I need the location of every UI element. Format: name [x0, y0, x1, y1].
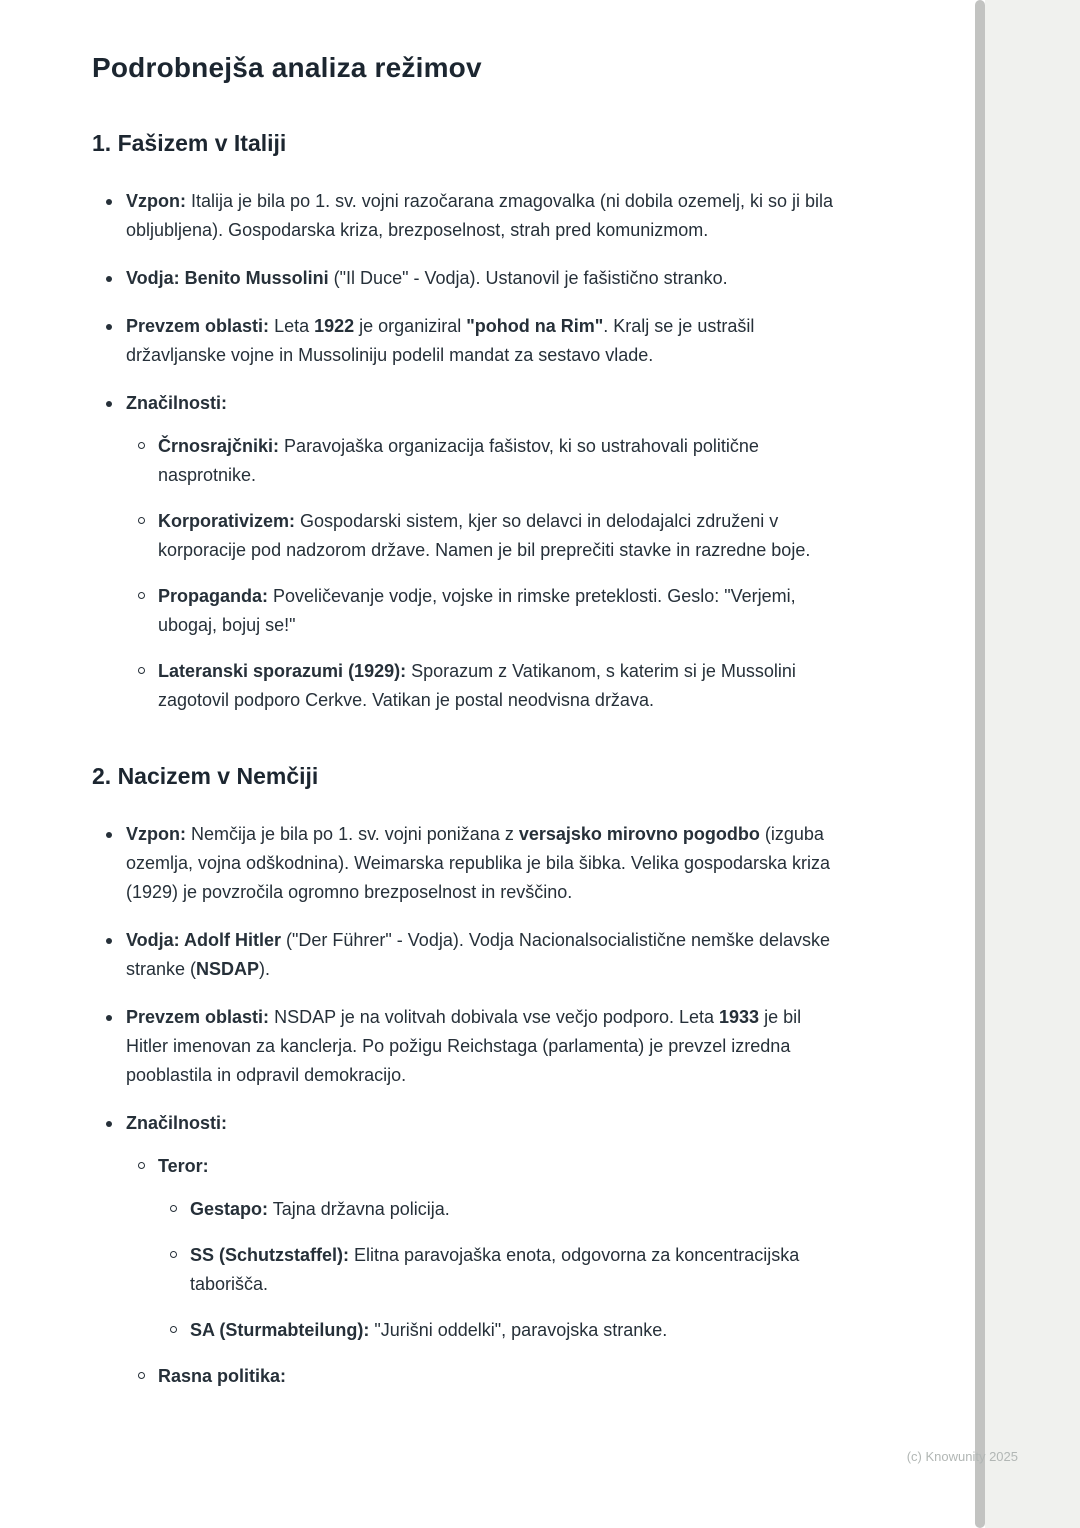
bullet-marker-column: [106, 264, 126, 282]
list-item-text: Teror:: [158, 1156, 209, 1176]
bullet-disc-icon: [106, 324, 112, 330]
list-item-text: Vodja: Adolf Hitler ("Der Führer" - Vodja). Vodja Nacionalsocialistične nemške delavske stranke (NSDAP).: [126, 930, 831, 979]
bullet-marker-column: [106, 389, 126, 407]
bullet-marker-column: [138, 1152, 158, 1169]
bullet-list: [92, 820, 836, 1391]
list-item-text: Vodja: Benito Mussolini ("Il Duce" - Vodja). Ustanovil je fašistično stranko.: [126, 268, 728, 288]
list-item: [138, 432, 836, 490]
bullet-marker-column: [138, 507, 158, 524]
list-item: [106, 312, 836, 370]
list-item: [138, 1152, 836, 1345]
bullet-marker-column: [106, 1109, 126, 1127]
sections-container: [92, 130, 836, 1391]
list-item-text: Značilnosti:: [126, 393, 228, 413]
section-heading: 1. Fašizem v Italiji: [92, 130, 287, 156]
list-item: [106, 1003, 836, 1090]
list-item-body: [126, 312, 836, 370]
list-item-body: [126, 820, 836, 907]
list-item: [106, 820, 836, 907]
list-item-text: Gestapo: Tajna državna policija.: [190, 1199, 450, 1219]
section-heading: 2. Nacizem v Nemčiji: [92, 763, 319, 789]
bullet-list: [92, 187, 836, 715]
bullet-circle-icon: [138, 442, 145, 449]
bullet-disc-icon: [106, 276, 112, 282]
bullet-circle-icon: [138, 592, 145, 599]
list-item-text: Lateranski sporazumi (1929): Sporazum z Vatikanom, s katerim si je Mussolini zagotovil podporo Cerkve. Vatikan je postal neodvisna država.: [158, 661, 796, 710]
list-item-body: [158, 507, 836, 565]
list-item-text: Prevzem oblasti: Leta 1922 je organiziral "pohod na Rim". Kralj se je ustrašil državljanske vojne in Mussoliniju podelil mandat za sestavo vlade.: [126, 316, 755, 365]
bullet-list: [158, 1195, 836, 1345]
bullet-circle-icon: [138, 1372, 145, 1379]
bullet-disc-icon: [106, 199, 112, 205]
list-item-body: [158, 1362, 836, 1391]
list-item: [138, 1362, 836, 1391]
bullet-disc-icon: [106, 938, 112, 944]
list-item-body: [190, 1241, 836, 1299]
page-title: Podrobnejša analiza režimov: [92, 52, 482, 83]
bullet-marker-column: [138, 657, 158, 674]
list-item: [138, 582, 836, 640]
bullet-list: [126, 432, 836, 715]
list-item: [138, 657, 836, 715]
bullet-marker-column: [106, 1003, 126, 1021]
list-item-text: Propaganda: Poveličevanje vodje, vojske in rimske preteklosti. Geslo: "Verjemi, ubogaj, bojuj se!": [158, 586, 796, 635]
list-item-body: [126, 1003, 836, 1090]
list-item: [106, 264, 836, 293]
list-item: [106, 187, 836, 245]
list-item: [106, 1109, 836, 1391]
list-item-body: [158, 582, 836, 640]
bullet-marker-column: [106, 926, 126, 944]
list-item-text: Vzpon: Nemčija je bila po 1. sv. vojni ponižana z versajsko mirovno pogodbo (izguba ozemlja, vojna odškodnina). Weimarska republika je bila šibka. Velika gospodarska kriza (1929) je povzročila ogromno brezposelnost in revščino.: [126, 824, 831, 902]
list-item-text: Značilnosti:: [126, 1113, 228, 1133]
list-item-text: Korporativizem: Gospodarski sistem, kjer so delavci in delodajalci združeni v korporacije pod nadzorom države. Namen je bil preprečiti stavke in razredne boje.: [158, 511, 811, 560]
bullet-circle-icon: [170, 1205, 177, 1212]
list-item-text: SA (Sturmabteilung): "Jurišni oddelki", paravojska stranke.: [190, 1320, 668, 1340]
list-item-body: [126, 389, 836, 715]
bullet-circle-icon: [138, 667, 145, 674]
bullet-disc-icon: [106, 1015, 112, 1021]
list-item-body: [190, 1316, 836, 1345]
bullet-circle-icon: [138, 1162, 145, 1169]
list-item-text: Črnosrajčniki: Paravojaška organizacija fašistov, ki so ustrahovali politične nasprotnike.: [158, 436, 759, 485]
list-item: [106, 389, 836, 715]
list-item-body: [190, 1195, 836, 1224]
copyright-watermark: (c) Knowunity 2025: [906, 1449, 1018, 1464]
bullet-marker-column: [106, 820, 126, 838]
bullet-list: [126, 1152, 836, 1391]
list-item: [170, 1316, 836, 1345]
bullet-disc-icon: [106, 1121, 112, 1127]
list-item-text: SS (Schutzstaffel): Elitna paravojaška enota, odgovorna za koncentracijska taborišča.: [190, 1245, 800, 1294]
list-item-body: [126, 1109, 836, 1391]
bullet-marker-column: [170, 1195, 190, 1212]
list-item-text: Vzpon: Italija je bila po 1. sv. vojni razočarana zmagovalka (ni dobila ozemelj, ki so ji bila obljubljena). Gospodarska kriza, brezposelnost, strah pred komunizmom.: [126, 191, 833, 240]
list-item-body: [158, 657, 836, 715]
list-item-body: [158, 432, 836, 490]
list-item-body: [126, 187, 836, 245]
list-item-body: [158, 1152, 836, 1345]
bullet-marker-column: [138, 1362, 158, 1379]
bullet-circle-icon: [170, 1251, 177, 1258]
bullet-marker-column: [170, 1316, 190, 1333]
list-item-text: Rasna politika:: [158, 1366, 287, 1386]
bullet-marker-column: [170, 1241, 190, 1258]
bullet-disc-icon: [106, 401, 112, 407]
list-item-body: [126, 264, 836, 293]
list-item: [138, 507, 836, 565]
bullet-marker-column: [138, 582, 158, 599]
bullet-circle-icon: [170, 1326, 177, 1333]
list-item-text: Prevzem oblasti: NSDAP je na volitvah dobivala vse večjo podporo. Leta 1933 je bil Hitler imenovan za kanclerja. Po požigu Reichstaga (parlamenta) je prevzel izredna pooblastila in odpravil demokracijo.: [126, 1007, 802, 1085]
scrollbar-thumb[interactable]: [975, 0, 985, 1528]
list-item: [170, 1195, 836, 1224]
list-item: [170, 1241, 836, 1299]
list-item-body: [126, 926, 836, 984]
list-item: [106, 926, 836, 984]
bullet-marker-column: [106, 187, 126, 205]
bullet-marker-column: [106, 312, 126, 330]
bullet-disc-icon: [106, 832, 112, 838]
scrollbar-track[interactable]: [985, 0, 1080, 1528]
bullet-circle-icon: [138, 517, 145, 524]
bullet-marker-column: [138, 432, 158, 449]
